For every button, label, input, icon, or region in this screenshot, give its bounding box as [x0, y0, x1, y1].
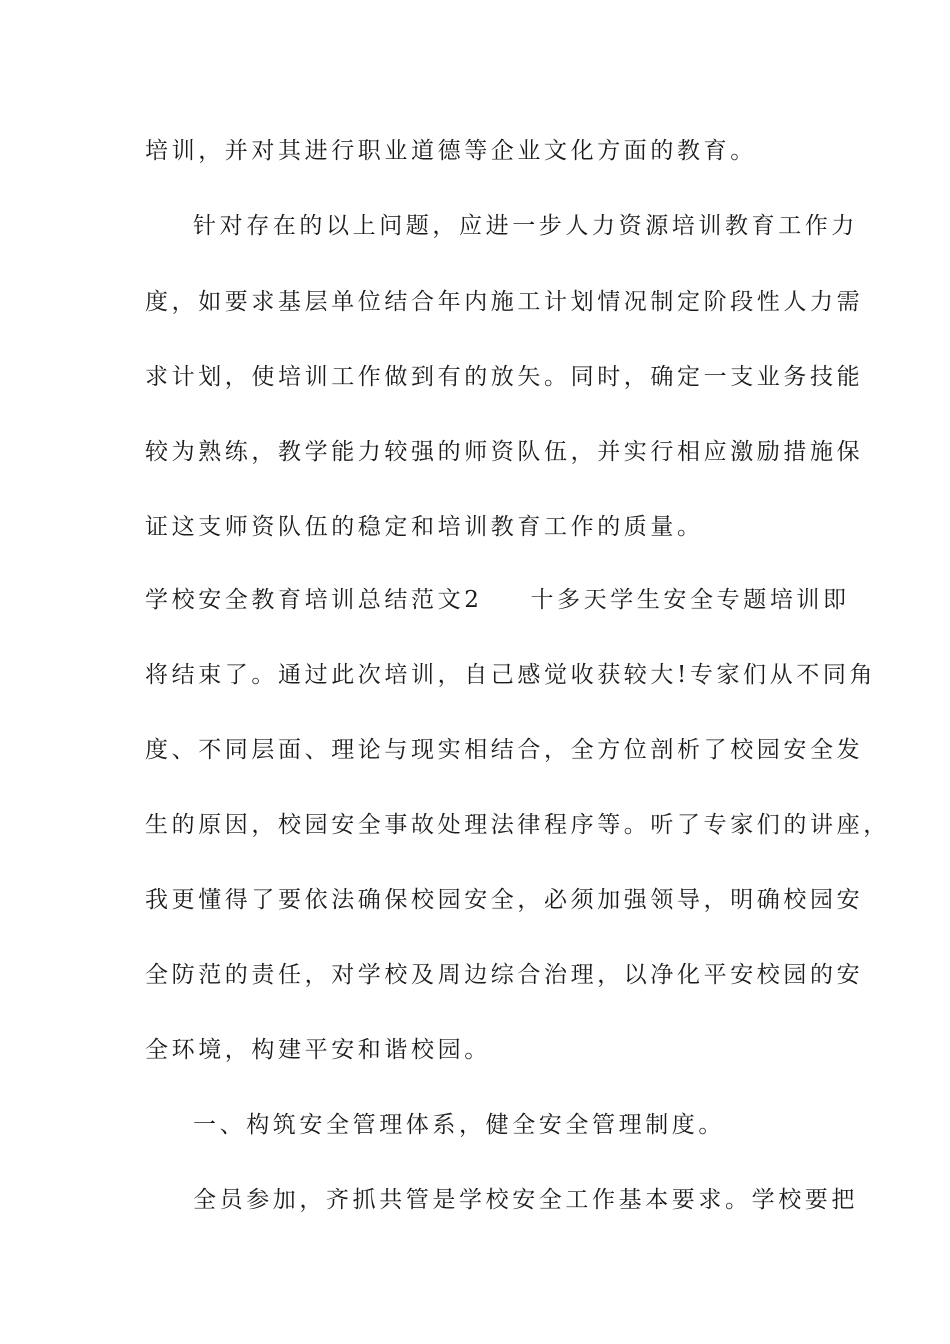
section-heading: 学校安全教育培训总结范文2: [145, 587, 483, 613]
paragraph-line: 全环境，构建平安和谐校园。: [145, 1037, 491, 1063]
subheading-line: 一、构筑安全管理体系，健全安全管理制度。: [193, 1112, 725, 1138]
paragraph-line: 针对存在的以上问题，应进一步人力资源培训教育工作力: [193, 213, 858, 239]
paragraph-line: 证这支师资队伍的稳定和培训教育工作的质量。: [145, 514, 704, 540]
paragraph-start: 十多天学生安全专题培训即: [530, 587, 850, 613]
paragraph-line: 全防范的责任，对学校及周边综合治理，以净化平安校园的安: [145, 962, 864, 988]
section-heading-line: [145, 580, 850, 620]
paragraph-line: 培训，并对其进行职业道德等企业文化方面的教育。: [145, 138, 757, 164]
paragraph-line: 全员参加，齐抓共管是学校安全工作基本要求。学校要把: [193, 1187, 858, 1213]
paragraph-line: 较为熟练，教学能力较强的师资队伍，并实行相应激励措施保: [145, 439, 864, 465]
paragraph-line: 度，如要求基层单位结合年内施工计划情况制定阶段性人力需: [145, 289, 864, 315]
paragraph-line: 生的原因，校园安全事故处理法律程序等。听了专家们的讲座，: [145, 812, 890, 838]
paragraph-line: 将结束了。通过此次培训，自己感觉收获较大!专家们从不同角: [145, 662, 877, 688]
paragraph-line: 我更懂得了要依法确保校园安全，必须加强领导，明确校园安: [145, 887, 864, 913]
paragraph-line: 求计划，使培训工作做到有的放矢。同时，确定一支业务技能: [145, 364, 864, 390]
paragraph-line: 度、不同层面、理论与现实相结合，全方位剖析了校园安全发: [145, 737, 864, 763]
